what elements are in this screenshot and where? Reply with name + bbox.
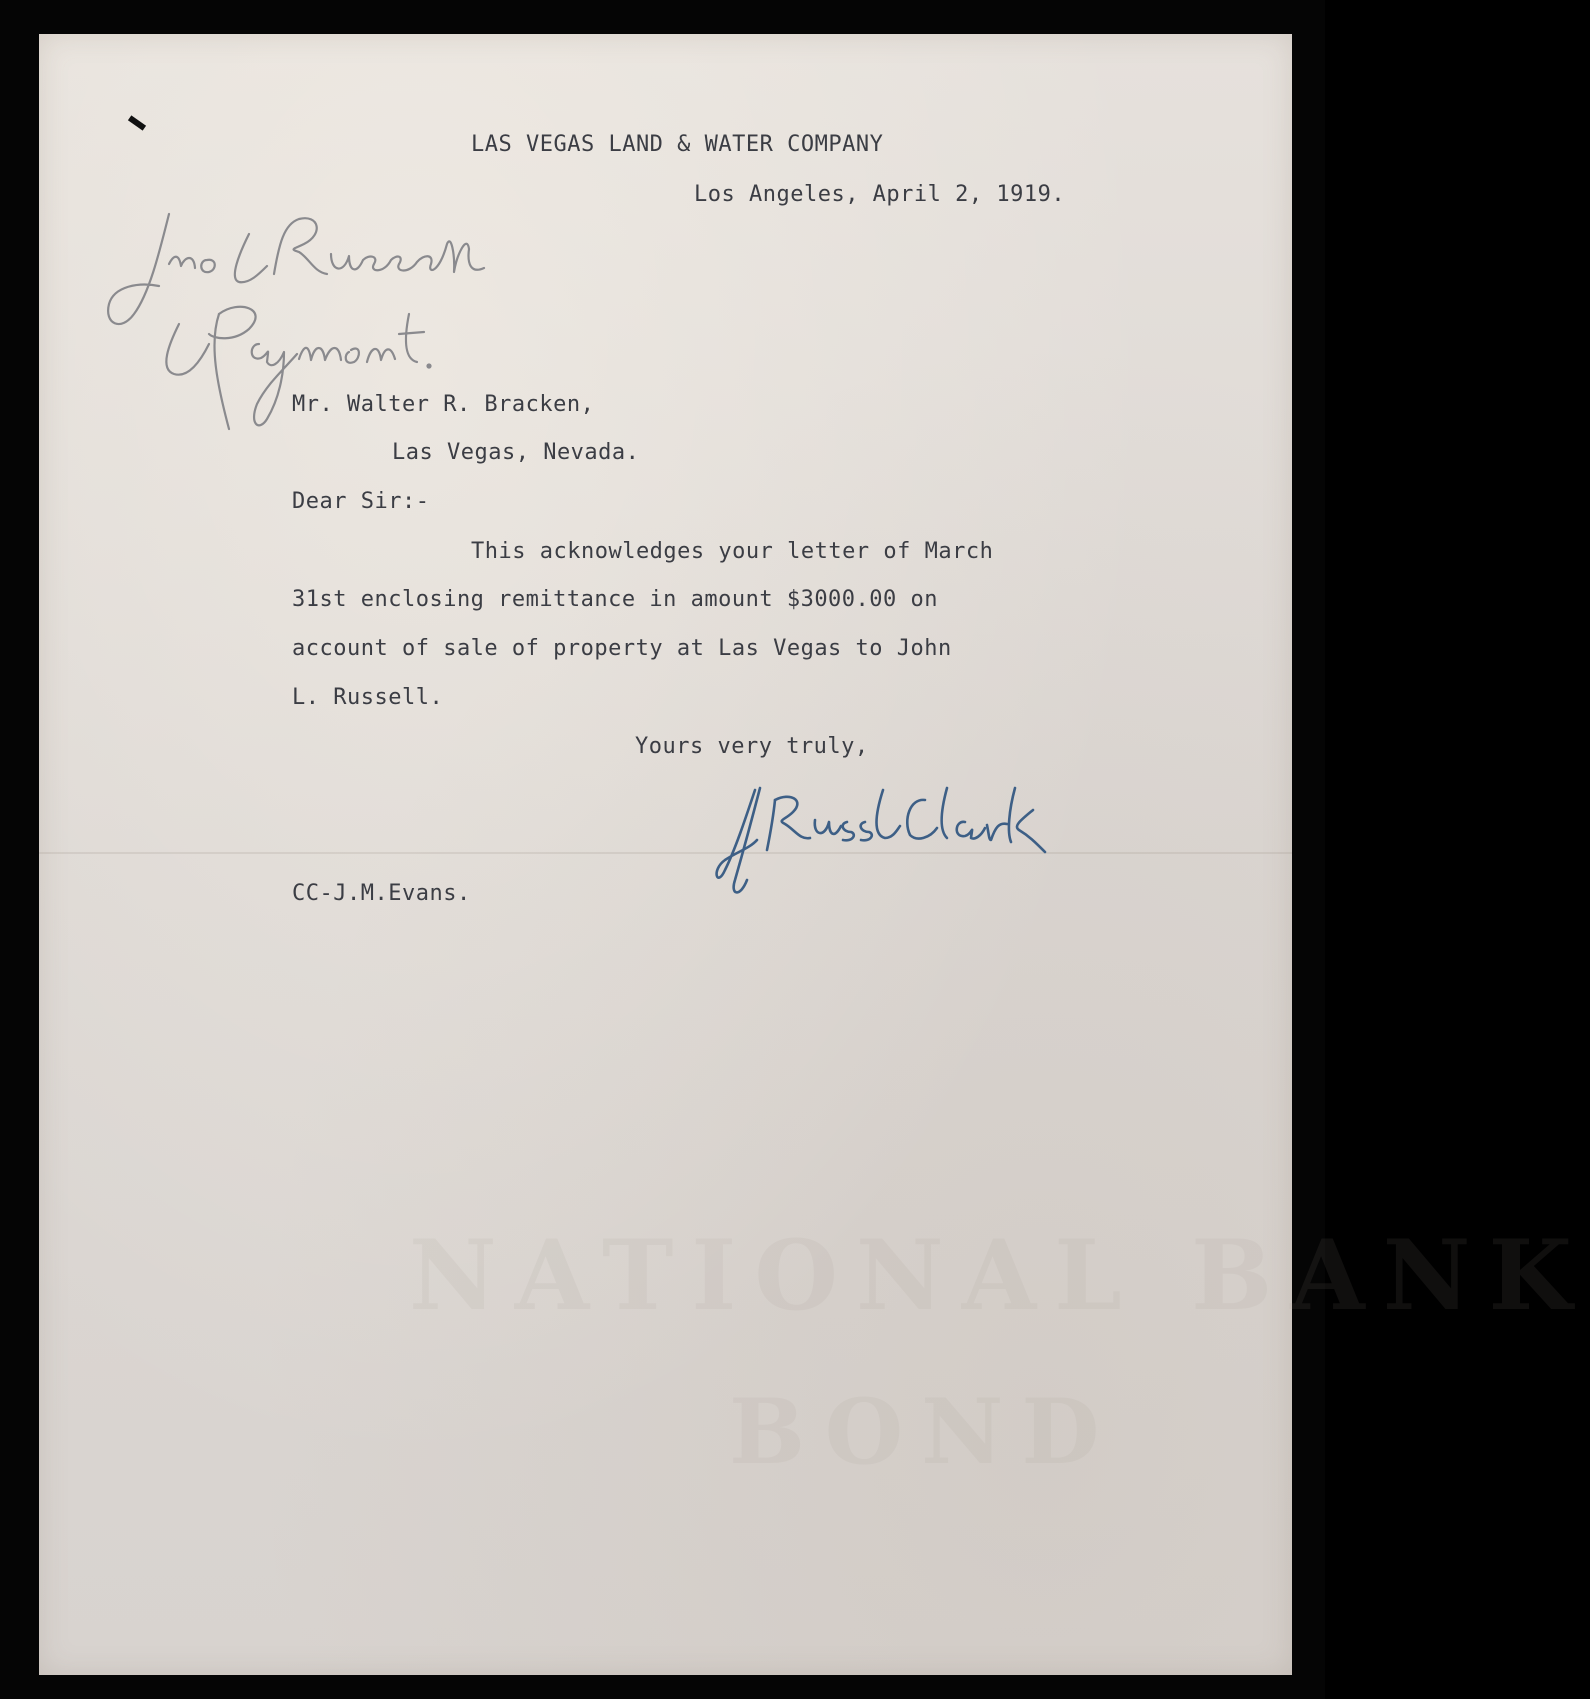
body-line: 31st enclosing remittance in amount $3000.00 on xyxy=(292,587,939,612)
recipient-name: Mr. Walter R. Bracken, xyxy=(292,392,595,417)
dateline: Los Angeles, April 2, 1919. xyxy=(694,182,1066,207)
closing: Yours very truly, xyxy=(635,734,869,759)
body-line: account of sale of property at Las Vegas to John xyxy=(292,636,952,661)
body-line: L. Russell. xyxy=(292,685,444,710)
watermark-line-1: NATIONAL BANK xyxy=(409,1219,1590,1332)
letter-sheet xyxy=(39,34,1590,1675)
watermark-line-2: BOND xyxy=(729,1379,1118,1485)
body-line: This acknowledges your letter of March xyxy=(471,539,994,564)
fold-line xyxy=(39,852,1292,854)
salutation: Dear Sir:- xyxy=(292,489,430,514)
signature xyxy=(715,780,1085,900)
recipient-location: Las Vegas, Nevada. xyxy=(392,440,640,465)
cc-line: CC-J.M.Evans. xyxy=(292,881,471,906)
company-heading: LAS VEGAS LAND & WATER COMPANY xyxy=(471,132,884,157)
